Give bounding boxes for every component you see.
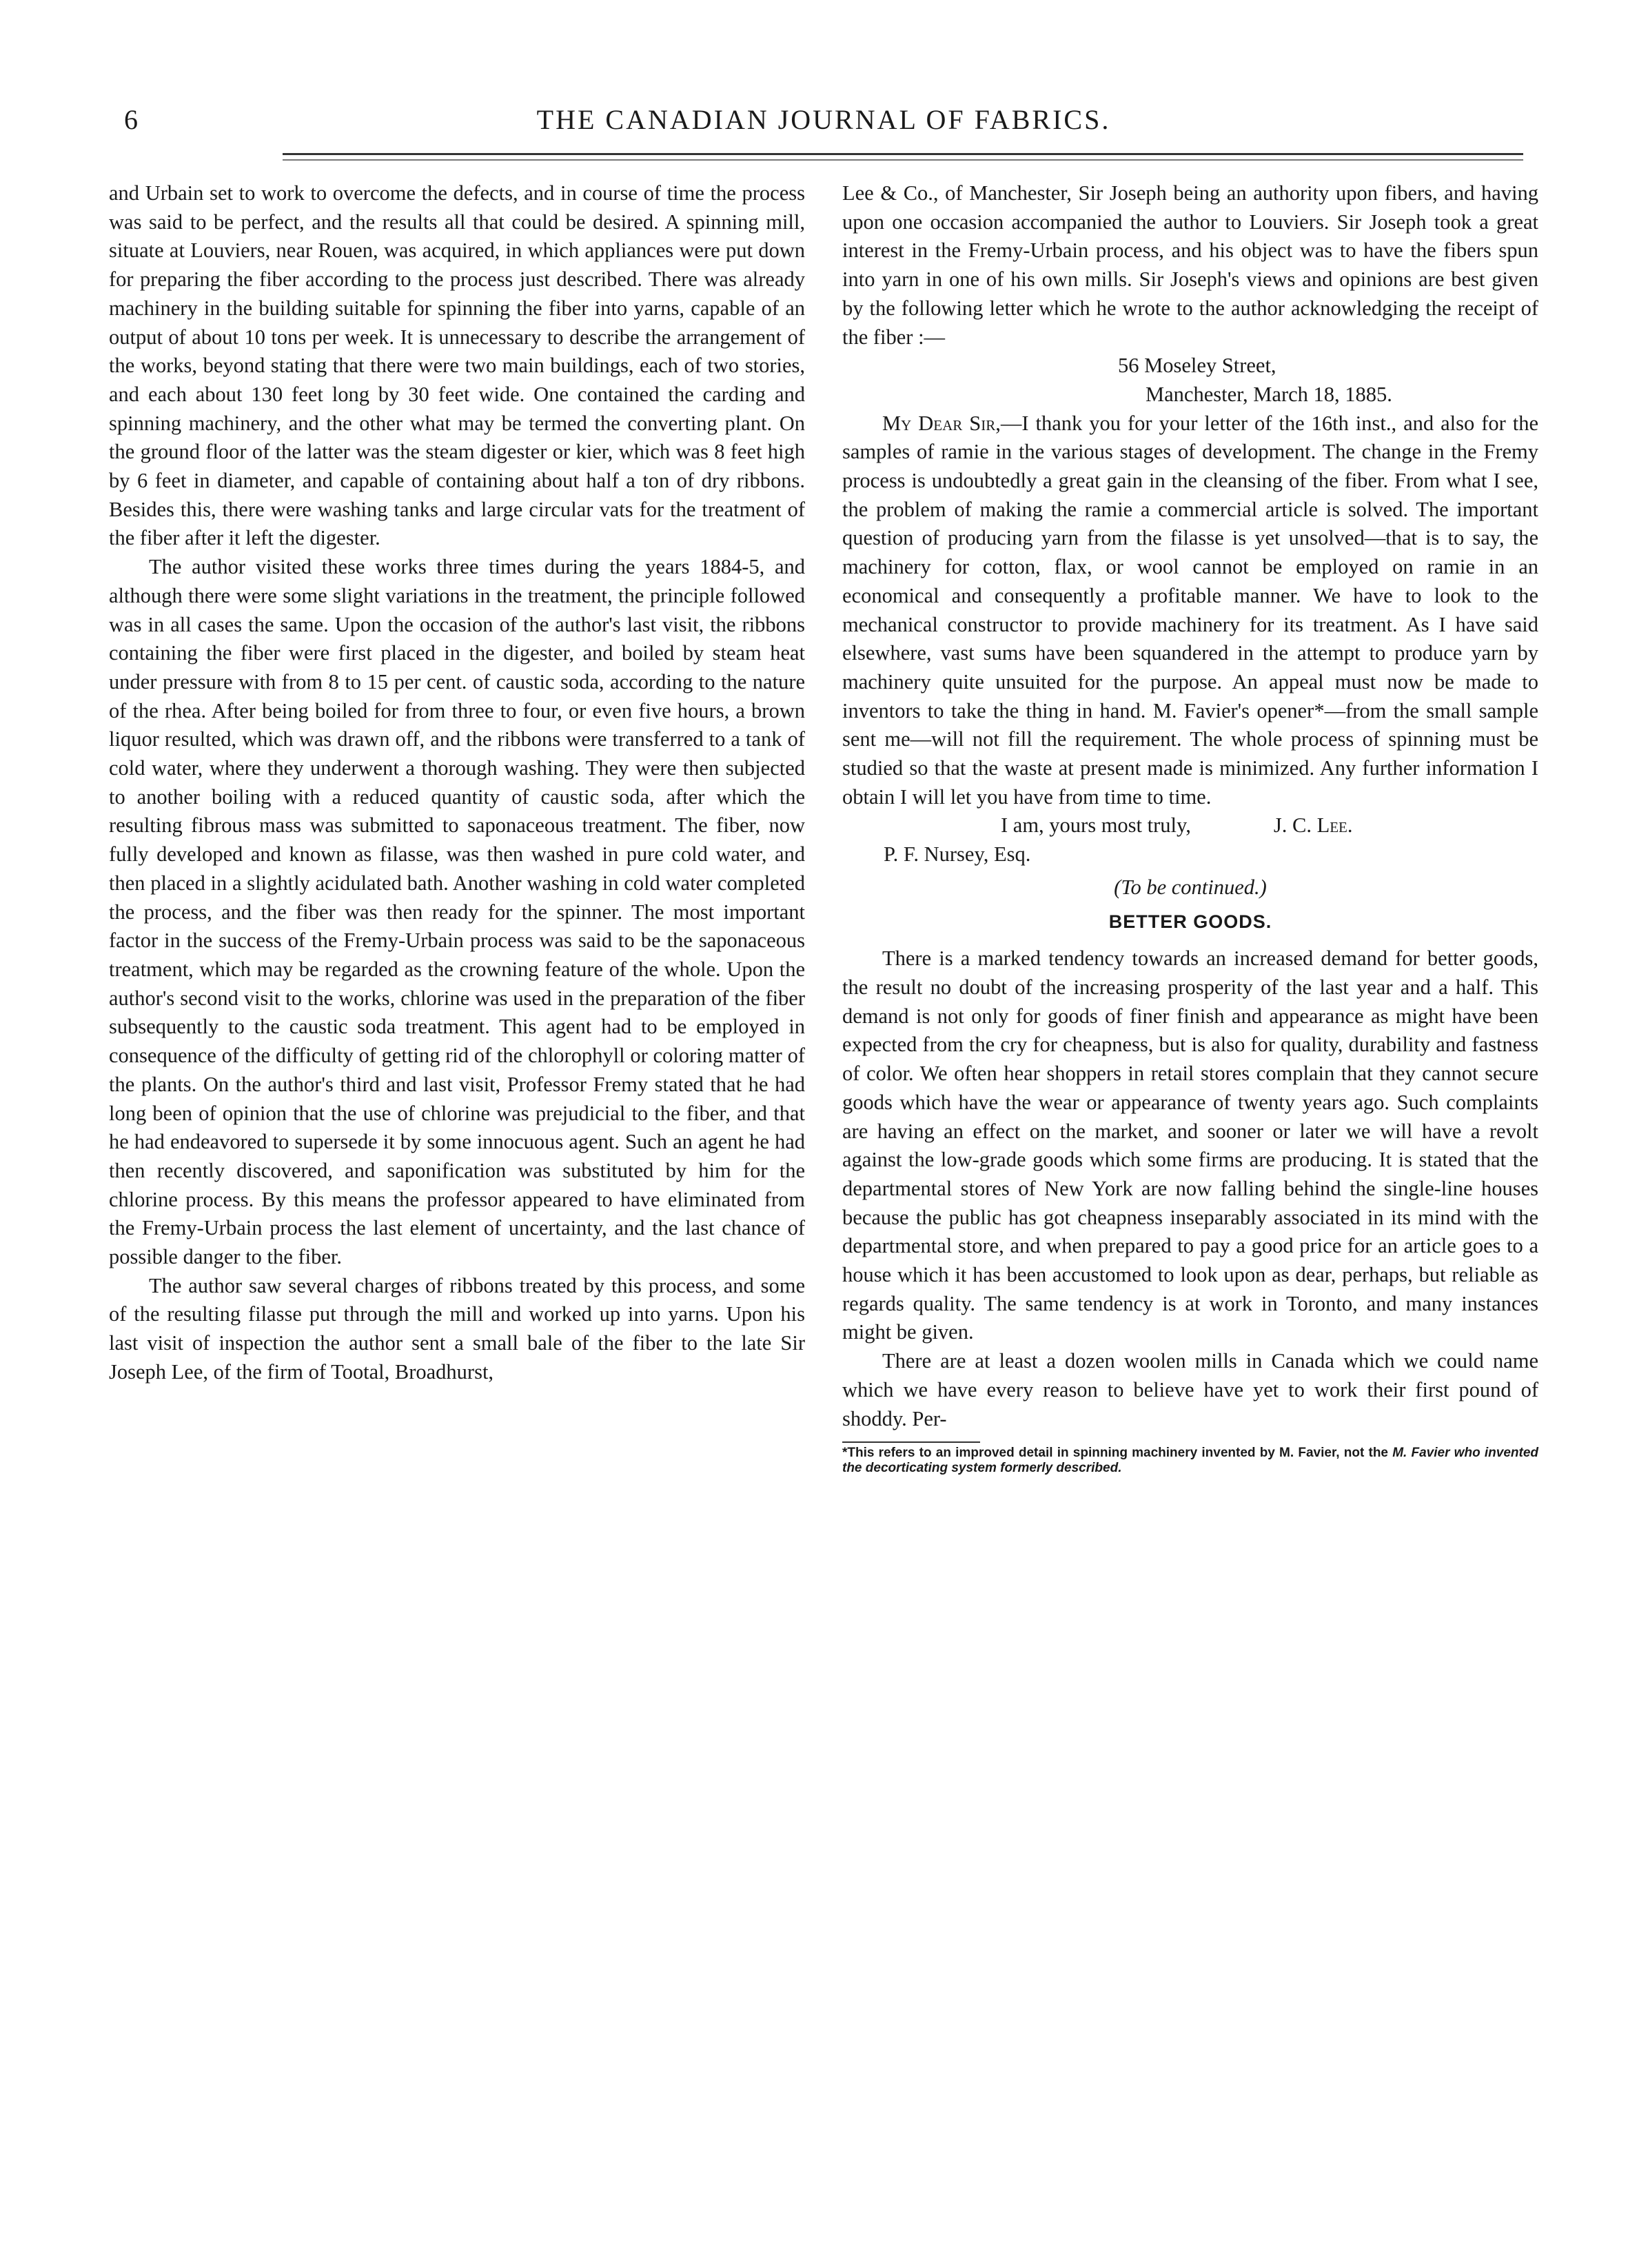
letter-address-line-2: Manchester, March 18, 1885.: [1146, 382, 1392, 406]
page-header: [103, 103, 1544, 145]
letter-signature: J. C. Lee.: [1273, 813, 1353, 838]
journal-title: THE CANADIAN JOURNAL OF FABRICS.: [536, 104, 1111, 135]
left-paragraph-2: The author visited these works three times during the years 1884-5, and although there were some slight variations in the treatment, the principle followed was in all cases the same. Upon the occasion of the author's last visit, the ribbons containing the fiber were first placed in the digester, and boiled by steam heat under pressure with from 8 to 15 per cent. of caustic soda, according to the nature of the rhea. After being boiled for from three to four, or even five hours, a brown liquor resulted, which was drawn off, and the ribbons were transferred to a tank of cold water, where they underwent a thorough washing. They were then subjected to another boiling with a reduced quantity of caustic soda, after which the resulting fibrous mass was submitted to saponaceous treatment. The fiber, now fully developed and known as filasse, was then washed in pure cold water, and then placed in a slightly acidulated bath. Another washing in cold water completed the process, and the fiber was then ready for the spinner. The most important factor in the success of the Fremy-Urbain process was said to be the saponaceous treatment, which may be regarded as the crowning feature of the whole. Upon the author's second visit to the works, chlorine was used in the preparation of the fiber subsequently to the caustic soda treatment. This agent had to be employed in consequence of the difficulty of getting rid of the chlorophyll or coloring matter of the plants. On the author's third and last visit, Professor Fremy stated that he had long been of opinion that the use of chlorine was prejudicial to the fiber, and that he had endeavored to supersede it by some innocuous agent. Such an agent he had then recently discovered, and saponification was substituted by him for the chlorine process. By this means the professor appeared to have eliminated from the Fremy-Urbain process the last element of uncertainty, and the last chance of possible danger to the fiber.: [109, 555, 805, 1269]
left-paragraph-1: and Urbain set to work to overcome the defects, and in course of time the process was said to be perfect, and the results all that could be desired. A spinning mill, situate at Louviers, near Rouen, was acquired, in which appliances were put down for preparing the fiber according to the process just described. There was already machinery in the building suitable for spinning the fiber into yarns, capable of an output of about 10 tons per week. It is unnecessary to describe the arrangement of the works, beyond stating that there were two main buildings, each of two stories, and each about 130 feet long by 30 feet wide. One contained the carding and spinning machinery, and the other what may be termed the converting plant. On the ground floor of the latter was the steam digester or kier, which was 8 feet high by 6 feet in diameter, and capable of containing about half a ton of dry ribbons. Besides this, there were washing tanks and large circular vats for the treatment of the fiber after it left the digester.: [109, 181, 805, 550]
header-rule: [283, 153, 1523, 161]
letter-body: [842, 409, 1538, 812]
page-number: 6: [124, 104, 138, 135]
right-paragraph-2: There is a marked tendency towards an increased demand for better goods, the result no doubt of the increasing prosperity of the last year and a half. This demand is not only for goods of finer finish and appearance as might have been expected from the cry for cheapness, but is also for quality, durability and fastness of color. We often hear shoppers in retail stores complain that they cannot secure goods which have the wear or appearance of twenty years ago. Such complaints are having an effect on the market, and sooner or later we will have a revolt against the low-grade goods which some firms are producing. It is stated that the departmental stores of New York are now falling behind the single-line houses because the public has got cheapness inseparably associated in its mind with the departmental store, and when prepared to pay a good price for an article goes to a house which it has been accustomed to look upon as dear, perhaps, but reliable as regards quality. The same tendency is at work in Toronto, and many instances might be given.: [842, 946, 1538, 1344]
right-column: [842, 179, 1538, 1476]
right-paragraph-3: There are at least a dozen woolen mills in Canada which we could name which we have every reason to believe have yet to work their first pound of shoddy. Per-: [842, 1349, 1538, 1430]
footnote: [842, 1446, 1538, 1476]
footnote-text: *This refers to an improved detail in spinning machinery invented by M. Favier, not the: [842, 1446, 1393, 1461]
letter-body-text: —I thank you for your letter of the 16th inst., and also for the samples of ramie in the various stages of development. The change in the Fremy process is undoubtedly a great gain in the cleansing of the fiber. From what I see, the problem of making the ramie a commercial article is solved. The important question of producing yarn from the filasse is yet unsolved—that is to say, the machinery for cotton, flax, or wool cannot be employed on ramie in an economical and consequently a profitable manner. We have to look to the mechanical constructor to provide machinery for its treatment. As I have said elsewhere, vast sums have been squandered in the attempt to produce yarn by machinery quite unsuited for the purpose. An appeal must now be made to inventors to take the thing in hand. M. Favier's opener*—from the small sample sent me—will not fill the requirement. The whole process of spinning must be studied so that the waste at present made is minimized. Any further information I obtain I will let you have from time to time.: [842, 411, 1539, 809]
letter-closing: I am, yours most truly,: [1001, 813, 1191, 838]
right-paragraph-1: Lee & Co., of Manchester, Sir Joseph being an authority upon fibers, and having upon one occasion accompanied the author to Louviers. Sir Joseph took a great interest in the Fremy-Urbain process, and his object was to have the fibers spun into yarn in one of his own mills. Sir Joseph's views and opinions are best given by the following letter which he wrote to the author acknowledging the receipt of the fiber :—: [842, 181, 1538, 349]
footnote-italic-text: M. Favier who invented the decorticating system formerly described.: [842, 1446, 1538, 1476]
left-paragraph-3: The author saw several charges of ribbons treated by this process, and some of the resulting filasse put through the mill and worked up into yarns. Upon his last visit of inspection the author sent a small bale of the fiber to the late Sir Joseph Lee, of the firm of Tootal, Broadhurst,: [109, 1273, 805, 1384]
section-heading: BETTER GOODS.: [1108, 911, 1272, 932]
left-column: [109, 179, 805, 1387]
to-be-continued: (To be continued.): [1114, 875, 1267, 899]
footnote-rule: [842, 1441, 980, 1443]
letter-address-line-1: 56 Moseley Street,: [1118, 354, 1276, 378]
letter-closing-line: [842, 811, 1538, 840]
letter-salutation: My Dear Sir,: [882, 411, 1001, 435]
letter-recipient: P. F. Nursey, Esq.: [884, 842, 1031, 867]
